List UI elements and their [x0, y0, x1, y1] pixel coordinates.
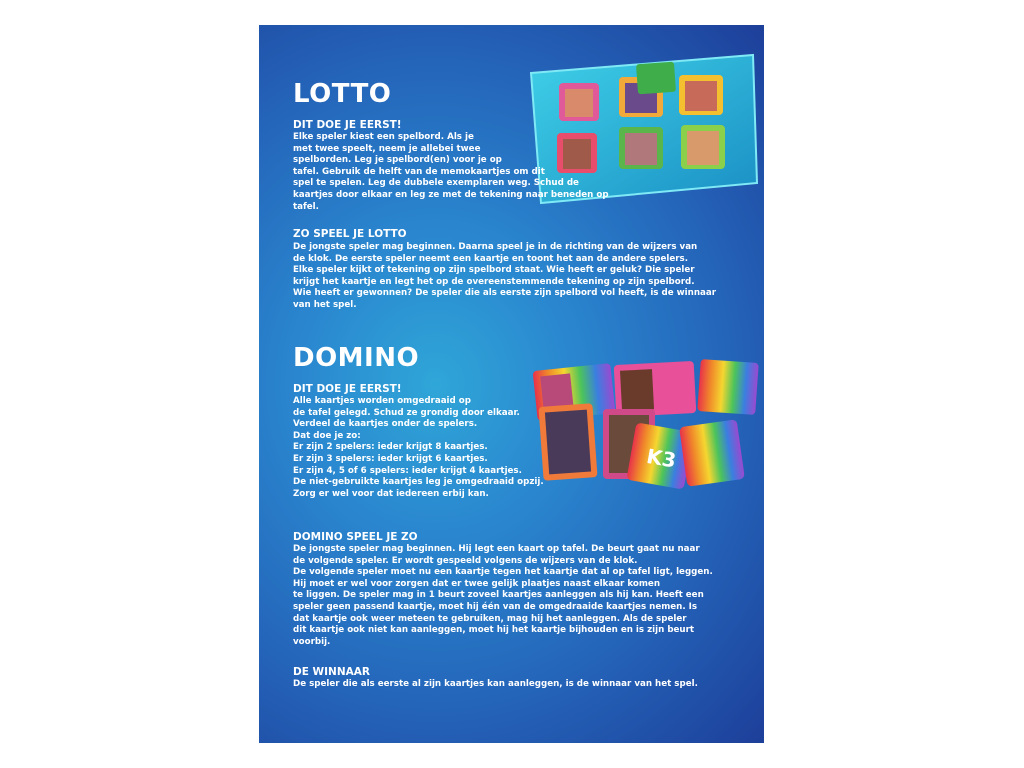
instruction-sheet [259, 25, 764, 743]
winner-text: De speler die als eerste al zijn kaartjes kan aanleggen, is de winnaar van het spel. [293, 679, 698, 689]
domino-setup-heading: DIT DOE JE EERST! [293, 383, 402, 395]
domino-title: DOMINO [293, 343, 420, 373]
domino-setup-text: Alle kaartjes worden omgedraaid op de tafel gelegd. Schud ze grondig door elkaar. Verdeel de kaartjes onder de spelers. Dat doe je zo: Er zijn 2 spelers: ieder krijgt 8 kaartjes. Er zijn 3 spelers: ieder krijgt 6 kaartjes. Er zijn 4, 5 of 6 spelers: ieder krijgt 4 kaartjes. De niet-gebruikte kaartjes leg je omgedraaid opzij. Zorg er wel voor dat iedereen erbij kan. [293, 396, 544, 499]
lotto-setup-heading: DIT DOE JE EERST! [293, 119, 402, 131]
lotto-title: LOTTO [293, 79, 392, 109]
winner-heading: DE WINNAAR [293, 666, 370, 678]
domino-play-text: De jongste speler mag beginnen. Hij legt een kaart op tafel. De beurt gaat nu naar de volgende speler. Er wordt gespeeld volgens de wijzers van de klok. De volgende speler moet nu een kaartje tegen het kaartje dat al op tafel ligt, leggen. Hij moet er wel voor zorgen dat er twee gelijk plaatjes naast elkaar komen te liggen. De speler mag in 1 beurt zoveel kaartjes aanleggen als hij kan. Heeft een speler geen passend kaartje, moet hij één van de omgedraaide kaartjes nemen. Is dat kaartje ook weer meteen te gebruiken, mag hij het aanleggen. Als de speler dit kaartje ook niet kan aanleggen, moet hij het kaartje bijhouden en is zijn beurt voorbij. [293, 544, 713, 647]
domino-play-heading: DOMINO SPEEL JE ZO [293, 531, 418, 543]
k3-card-logo: K3 [644, 443, 678, 473]
lotto-setup-text: Elke speler kiest een spelbord. Als je met twee speelt, neem je allebei twee spelborden. Leg je spelbord(en) voor je op tafel. Gebruik de helft van de memokaartjes om dit spel te spelen. Leg de dubbele exemplaren weg. Schud de kaartjes door elkaar en leg ze met de tekening naar beneden op tafel. [293, 132, 609, 212]
lotto-play-text: De jongste speler mag beginnen. Daarna speel je in de richting van de wijzers van de klok. De eerste speler neemt een kaartje en toont het aan de andere spelers. Elke speler kijkt of tekening op zijn spelbord staat. Wie heeft er geluk? Die speler krijgt het kaartje en legt het op de overeenstemmende tekening op zijn spelbord. Wie heeft er gewonnen? De speler die als eerste zijn spelbord vol heeft, is de winnaar van het spel. [293, 242, 717, 310]
lotto-play-heading: ZO SPEEL JE LOTTO [293, 228, 407, 240]
